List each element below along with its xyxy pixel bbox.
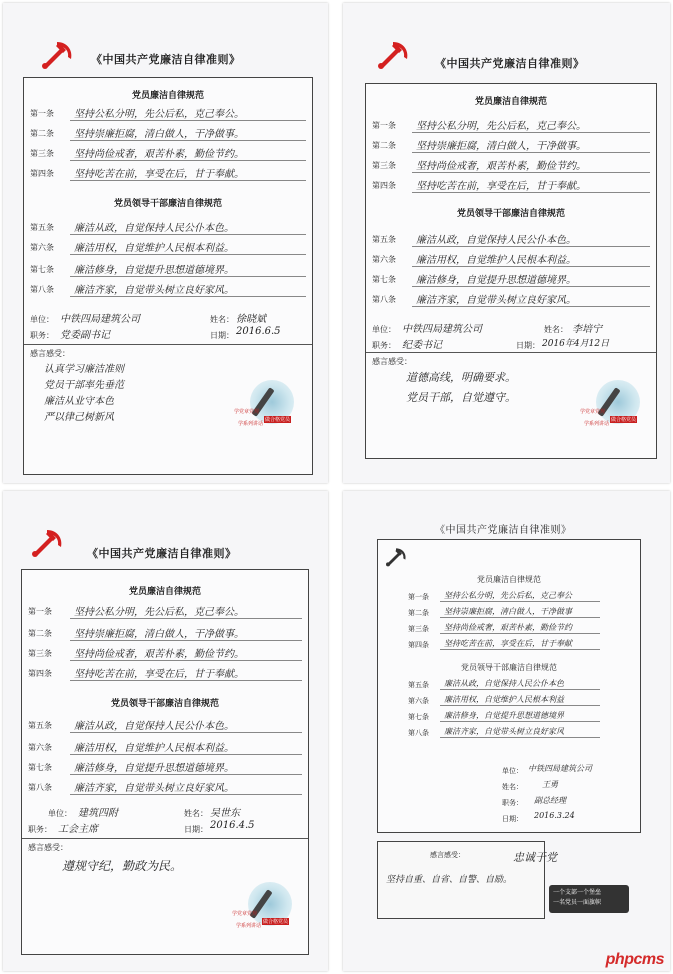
article-text: 廉洁用权，自觉维护人民根本利益 [444,695,564,704]
writing-line [70,276,306,277]
writing-line [412,192,650,193]
writing-line [70,640,302,641]
article-text: 坚持尚俭戒奢，艰苦朴素，勤俭节约。 [74,149,244,160]
article-text: 廉洁齐家，自觉带头树立良好家风。 [416,295,576,306]
pledge-form [21,569,309,955]
divider [366,352,656,353]
writing-line [440,689,600,690]
feeling-line: 党员干部，自觉遵守。 [406,391,516,404]
article-text: 坚持公私分明，先公后私，克己奉公。 [74,109,244,120]
article-text: 廉洁从政，自觉保持人民公仆本色。 [74,721,234,732]
post-label: 职务： [30,331,54,340]
writing-line [412,246,650,247]
post-value: 工会主席 [58,824,98,835]
article-label: 第七条 [408,713,429,721]
party-study-stamp: 学党章党规 做合格党员 学系列讲话 [234,380,296,435]
article-label: 第四条 [28,669,52,678]
article-text: 廉洁修身，自觉提升思想道德境界。 [416,275,576,286]
article-label: 第三条 [372,161,396,170]
article-text: 廉洁用权，自觉维护人民根本利益。 [74,743,234,754]
article-text: 廉洁齐家，自觉带头树立良好家风 [444,727,564,736]
writing-line [412,306,650,307]
party-emblem-icon [384,546,408,568]
date-value: 2016.3.24 [534,811,575,820]
section-title-leaders: 党员领导干部廉洁自律规范 [456,209,565,219]
pledge-form [377,539,641,833]
writing-line [440,649,600,650]
post-value: 纪委书记 [402,340,442,351]
slogan-line: 一名党员一面旗帜 [553,899,602,906]
article-text: 廉洁用权，自觉维护人民根本利益。 [416,255,576,266]
feeling-text [406,368,516,408]
article-label: 第七条 [372,275,396,284]
article-label: 第六条 [30,243,54,252]
document-title: 《中国共产党廉洁自律准则》 [87,547,237,560]
feeling-text [386,872,512,888]
name-value: 徐晓斌 [236,314,266,325]
article-label: 第六条 [372,255,396,264]
unit-label: 单位： [30,315,54,324]
feeling-text [62,858,182,874]
name-value: 吴世东 [210,808,240,819]
section-title-members: 党员廉洁自律规范 [131,91,204,101]
pledge-sheet-2 [343,3,670,483]
writing-line [70,618,302,619]
article-label: 第八条 [28,783,52,792]
feeling-line: 道德高线，明确要求。 [406,371,516,384]
writing-line [70,774,302,775]
watermark-logo: phpcms [605,951,664,968]
article-text: 坚持吃苦在前，享受在后，甘于奉献 [444,639,572,648]
writing-line [70,794,302,795]
pledge-form [23,77,313,475]
writing-line [440,617,600,618]
feeling-line: 遵规守纪，勤政为民。 [62,859,183,873]
article-text: 坚持公私分明，先公后私，克己奉公。 [74,607,244,618]
document-title: 《中国共产党廉洁自律准则》 [435,57,585,70]
section-title-leaders: 党员领导干部廉洁自律规范 [110,699,219,709]
unit-label: 单位： [502,767,523,775]
divider [24,344,312,345]
feeling-label: 感言感受： [28,843,68,852]
writing-line [412,132,650,133]
writing-line [440,721,600,722]
article-label: 第一条 [408,593,429,601]
writing-line [412,172,650,173]
post-label: 职务： [372,341,396,350]
article-text: 坚持崇廉拒腐，清白做人，干净做事。 [74,629,244,640]
feeling-line: 坚持自重、自省、自警、自励。 [386,875,513,885]
article-label: 第一条 [372,121,396,130]
party-study-stamp: 学党章党规 做合格党员 学系列讲话 [232,882,294,937]
post-label: 职务： [502,799,523,807]
pledge-form [365,83,657,459]
unit-value: 中铁四局建筑公司 [528,764,592,773]
party-slogan-badge [549,885,629,913]
article-text: 廉洁齐家，自觉带头树立良好家风。 [74,285,234,296]
unit-value: 中铁四局建筑公司 [402,324,482,335]
article-text: 坚持崇廉拒腐，清白做人，干净做事 [444,607,572,616]
party-emblem-icon [375,39,411,71]
section-title-leaders: 党员领导干部廉洁自律规范 [113,199,222,209]
party-study-stamp: 学党章党规 做合格党员 学系列讲话 [580,380,642,435]
feeling-text [44,362,124,426]
writing-line [70,234,306,235]
article-label: 第四条 [30,169,54,178]
article-label: 第五条 [408,681,429,689]
article-label: 第一条 [28,607,52,616]
article-label: 第二条 [408,609,429,617]
article-text: 廉洁从政，自觉保持人民公仆本色。 [416,235,576,246]
article-text: 坚持公私分明，先公后私，克己奉公 [444,591,572,600]
writing-line [70,296,306,297]
pledge-sheet-4 [343,491,670,971]
name-label: 姓名： [184,809,208,818]
feeling-label: 感言感受： [30,349,70,358]
writing-line [70,160,306,161]
writing-line [70,680,302,681]
name-label: 姓名： [502,783,523,791]
feeling-line: 严以律己树新风 [44,412,114,423]
date-value: 2016年4月12日 [542,339,610,349]
article-label: 第五条 [30,223,54,232]
name-label: 姓名： [210,315,234,324]
date-label: 日期： [516,341,540,350]
pledge-sheet-1 [3,3,328,483]
writing-line [412,152,650,153]
article-text: 坚持尚俭戒奢，艰苦朴素，勤俭节约 [444,623,572,632]
post-label: 职务： [28,825,52,834]
party-emblem-icon [29,527,65,559]
unit-label: 单位： [48,809,72,818]
article-text: 坚持吃苦在前，享受在后，甘于奉献。 [74,169,244,180]
article-text: 廉洁从政，自觉保持人民公仆本色。 [74,223,234,234]
article-text: 坚持尚俭戒奢，艰苦朴素，勤俭节约。 [416,161,586,172]
feeling-label: 感言感受： [430,851,465,859]
date-value: 2016.4.5 [210,820,255,831]
name-value: 王勇 [542,780,558,789]
post-value: 副总经理 [534,796,566,805]
pledge-sheet-3 [3,491,328,971]
article-label: 第五条 [28,721,52,730]
writing-line [70,140,306,141]
article-text: 坚持吃苦在前，享受在后，甘于奉献。 [416,181,586,192]
article-label: 第二条 [372,141,396,150]
writing-line [70,180,306,181]
name-value: 李培宁 [572,324,602,335]
article-label: 第四条 [408,641,429,649]
article-label: 第三条 [28,649,52,658]
article-label: 第八条 [372,295,396,304]
section-title-members: 党员廉洁自律规范 [128,587,201,597]
feeling-label: 感言感受： [372,357,412,366]
unit-label: 单位： [372,325,396,334]
article-text: 廉洁用权，自觉维护人民根本利益。 [74,243,234,254]
feeling-line: 党员干部率先垂范 [44,380,124,391]
feeling-line: 廉洁从业守本色 [44,396,114,407]
unit-value: 中铁四局建筑公司 [60,314,140,325]
writing-line [440,705,600,706]
article-label: 第四条 [372,181,396,190]
writing-line [70,254,306,255]
article-label: 第三条 [30,149,54,158]
article-label: 第三条 [408,625,429,633]
writing-line [412,266,650,267]
party-emblem-icon [39,39,75,71]
section-title-leaders: 党员领导干部廉洁自律规范 [461,663,557,672]
article-label: 第七条 [28,763,52,772]
motto-text: 忠诚于党 [513,851,557,864]
article-text: 廉洁修身，自觉提升思想道德境界。 [74,763,234,774]
article-label: 第二条 [30,129,54,138]
article-label: 第七条 [30,265,54,274]
writing-line [70,120,306,121]
document-title: 《中国共产党廉洁自律准则》 [435,525,572,536]
date-label: 日期： [502,815,523,823]
article-label: 第二条 [28,629,52,638]
divider [22,838,308,839]
article-text: 廉洁齐家，自觉带头树立良好家风。 [74,783,234,794]
section-title-members: 党员廉洁自律规范 [477,575,541,584]
article-text: 坚持崇廉拒腐，清白做人，干净做事。 [74,129,244,140]
date-value: 2016.6.5 [236,326,281,337]
document-title: 《中国共产党廉洁自律准则》 [91,53,241,66]
article-text: 坚持尚俭戒奢，艰苦朴素，勤俭节约。 [74,649,244,660]
unit-value: 建筑四附 [78,808,118,819]
article-label: 第六条 [28,743,52,752]
article-text: 廉洁修身，自觉提升思想道德境界。 [74,265,234,276]
name-label: 姓名： [544,325,568,334]
writing-line [70,660,302,661]
article-label: 第五条 [372,235,396,244]
article-text: 坚持崇廉拒腐，清白做人，干净做事。 [416,141,586,152]
article-label: 第六条 [408,697,429,705]
slogan-line: 一个支部一个堡垒 [553,889,602,896]
article-label: 第八条 [30,285,54,294]
article-text: 坚持公私分明，先公后私，克己奉公。 [416,121,586,132]
post-value: 党委副书记 [60,330,110,341]
writing-line [412,286,650,287]
writing-line [440,601,600,602]
writing-line [70,754,302,755]
feeling-line: 认真学习廉洁准则 [44,364,124,375]
section-title-members: 党员廉洁自律规范 [474,97,547,107]
writing-line [440,737,600,738]
writing-line [70,732,302,733]
article-label: 第八条 [408,729,429,737]
date-label: 日期： [210,331,234,340]
article-text: 廉洁修身，自觉提升思想道德境界 [444,711,564,720]
article-text: 廉洁从政，自觉保持人民公仆本色 [444,679,564,688]
date-label: 日期： [184,825,208,834]
writing-line [440,633,600,634]
article-label: 第一条 [30,109,54,118]
article-text: 坚持吃苦在前，享受在后，甘于奉献。 [74,669,244,680]
